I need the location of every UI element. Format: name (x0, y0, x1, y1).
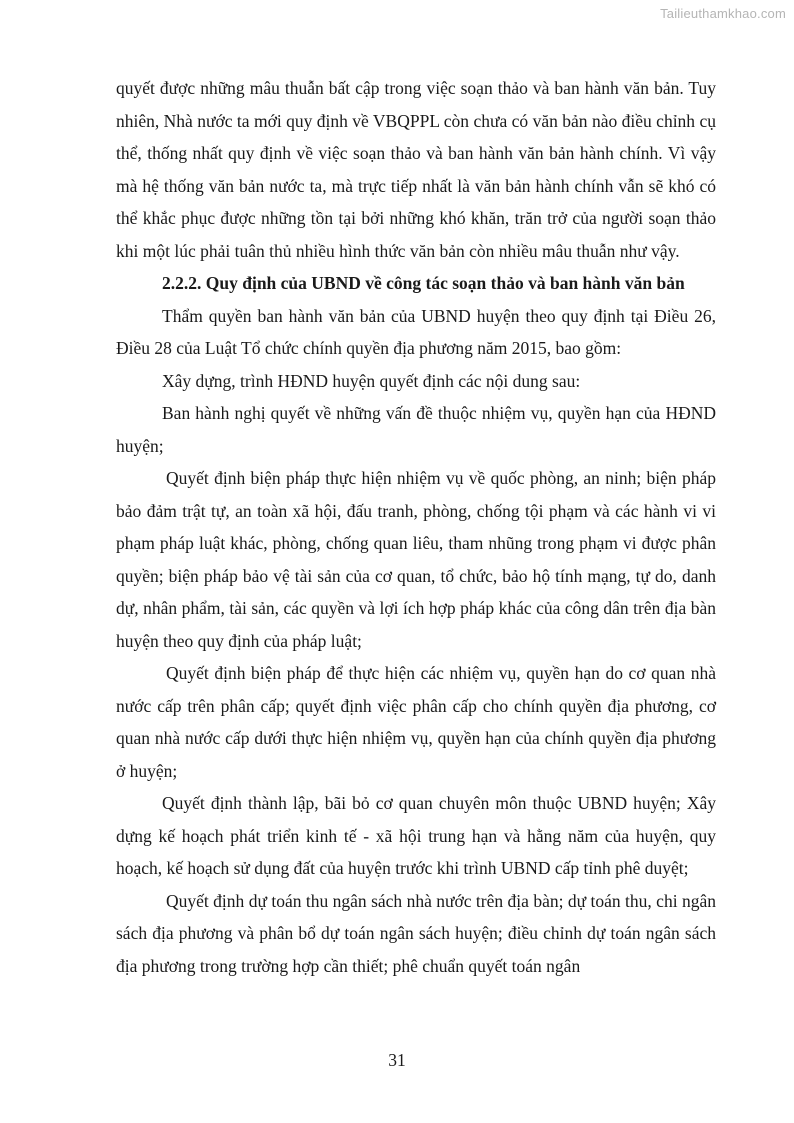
paragraph: Ban hành nghị quyết về những vấn đề thuộc nhiệm vụ, quyền hạn của HĐND huyện; (116, 403, 716, 456)
paragraph: Quyết định thành lập, bãi bỏ cơ quan chuyên môn thuộc UBND huyện; Xây dựng kế hoạch phát triển kinh tế - xã hội trung hạn và hằng năm của huyện, quy hoạch, kế hoạch sử dụng đất của huyện trước khi trình UBND cấp tỉnh phê duyệt; (116, 793, 716, 878)
document-body (116, 72, 716, 982)
paragraph: Quyết định dự toán thu ngân sách nhà nước trên địa bàn; dự toán thu, chi ngân sách địa phương và phân bổ dự toán ngân sách huyện; điều chỉnh dự toán ngân sách địa phương trong trường hợp cần thiết; phê chuẩn quyết toán ngân (116, 890, 716, 976)
paragraph: Thẩm quyền ban hành văn bản của UBND huyện theo quy định tại Điều 26, Điều 28 của Luật Tổ chức chính quyền địa phương năm 2015, bao gồm: (116, 305, 716, 358)
paragraph: Xây dựng, trình HĐND huyện quyết định các nội dung sau: (162, 370, 581, 391)
watermark: Tailieuthamkhao.com (660, 6, 786, 21)
page-number: 31 (388, 1050, 406, 1070)
paragraph: quyết được những mâu thuẫn bất cập trong việc soạn thảo và ban hành văn bản. Tuy nhiên, Nhà nước ta mới quy định về VBQPPL còn chưa có văn bản nào điều chỉnh cụ thể, thống nhất quy định về việc soạn thảo và ban hành văn bản hành chính. Vì vậy mà hệ thống văn bản nước ta, mà trực tiếp nhất là văn bản hành chính vẫn sẽ khó có thể khắc phục được những tồn tại bởi những khó khăn, trăn trở của người soạn thảo khi một lúc phải tuân thủ nhiều hình thức văn bản còn nhiều mâu thuẫn như vậy. (116, 78, 716, 261)
paragraph: Quyết định biện pháp để thực hiện các nhiệm vụ, quyền hạn do cơ quan nhà nước cấp trên phân cấp; quyết định việc phân cấp cho chính quyền địa phương, cơ quan nhà nước cấp dưới thực hiện nhiệm vụ, quyền hạn của chính quyền địa phương ở huyện; (116, 663, 716, 781)
paragraph: Quyết định biện pháp thực hiện nhiệm vụ về quốc phòng, an ninh; biện pháp bảo đảm trật tự, an toàn xã hội, đấu tranh, phòng, chống tội phạm và các hành vi vi phạm pháp luật khác, phòng, chống quan liêu, tham nhũng trong phạm vi được phân quyền; biện pháp bảo vệ tài sản của cơ quan, tổ chức, bảo hộ tính mạng, tự do, danh dự, nhân phẩm, tài sản, các quyền và lợi ích hợp pháp khác của công dân trên địa bàn huyện theo quy định của pháp luật; (116, 468, 716, 651)
section-heading: 2.2.2. Quy định của UBND về công tác soạn thảo và ban hành văn bản (162, 273, 685, 293)
